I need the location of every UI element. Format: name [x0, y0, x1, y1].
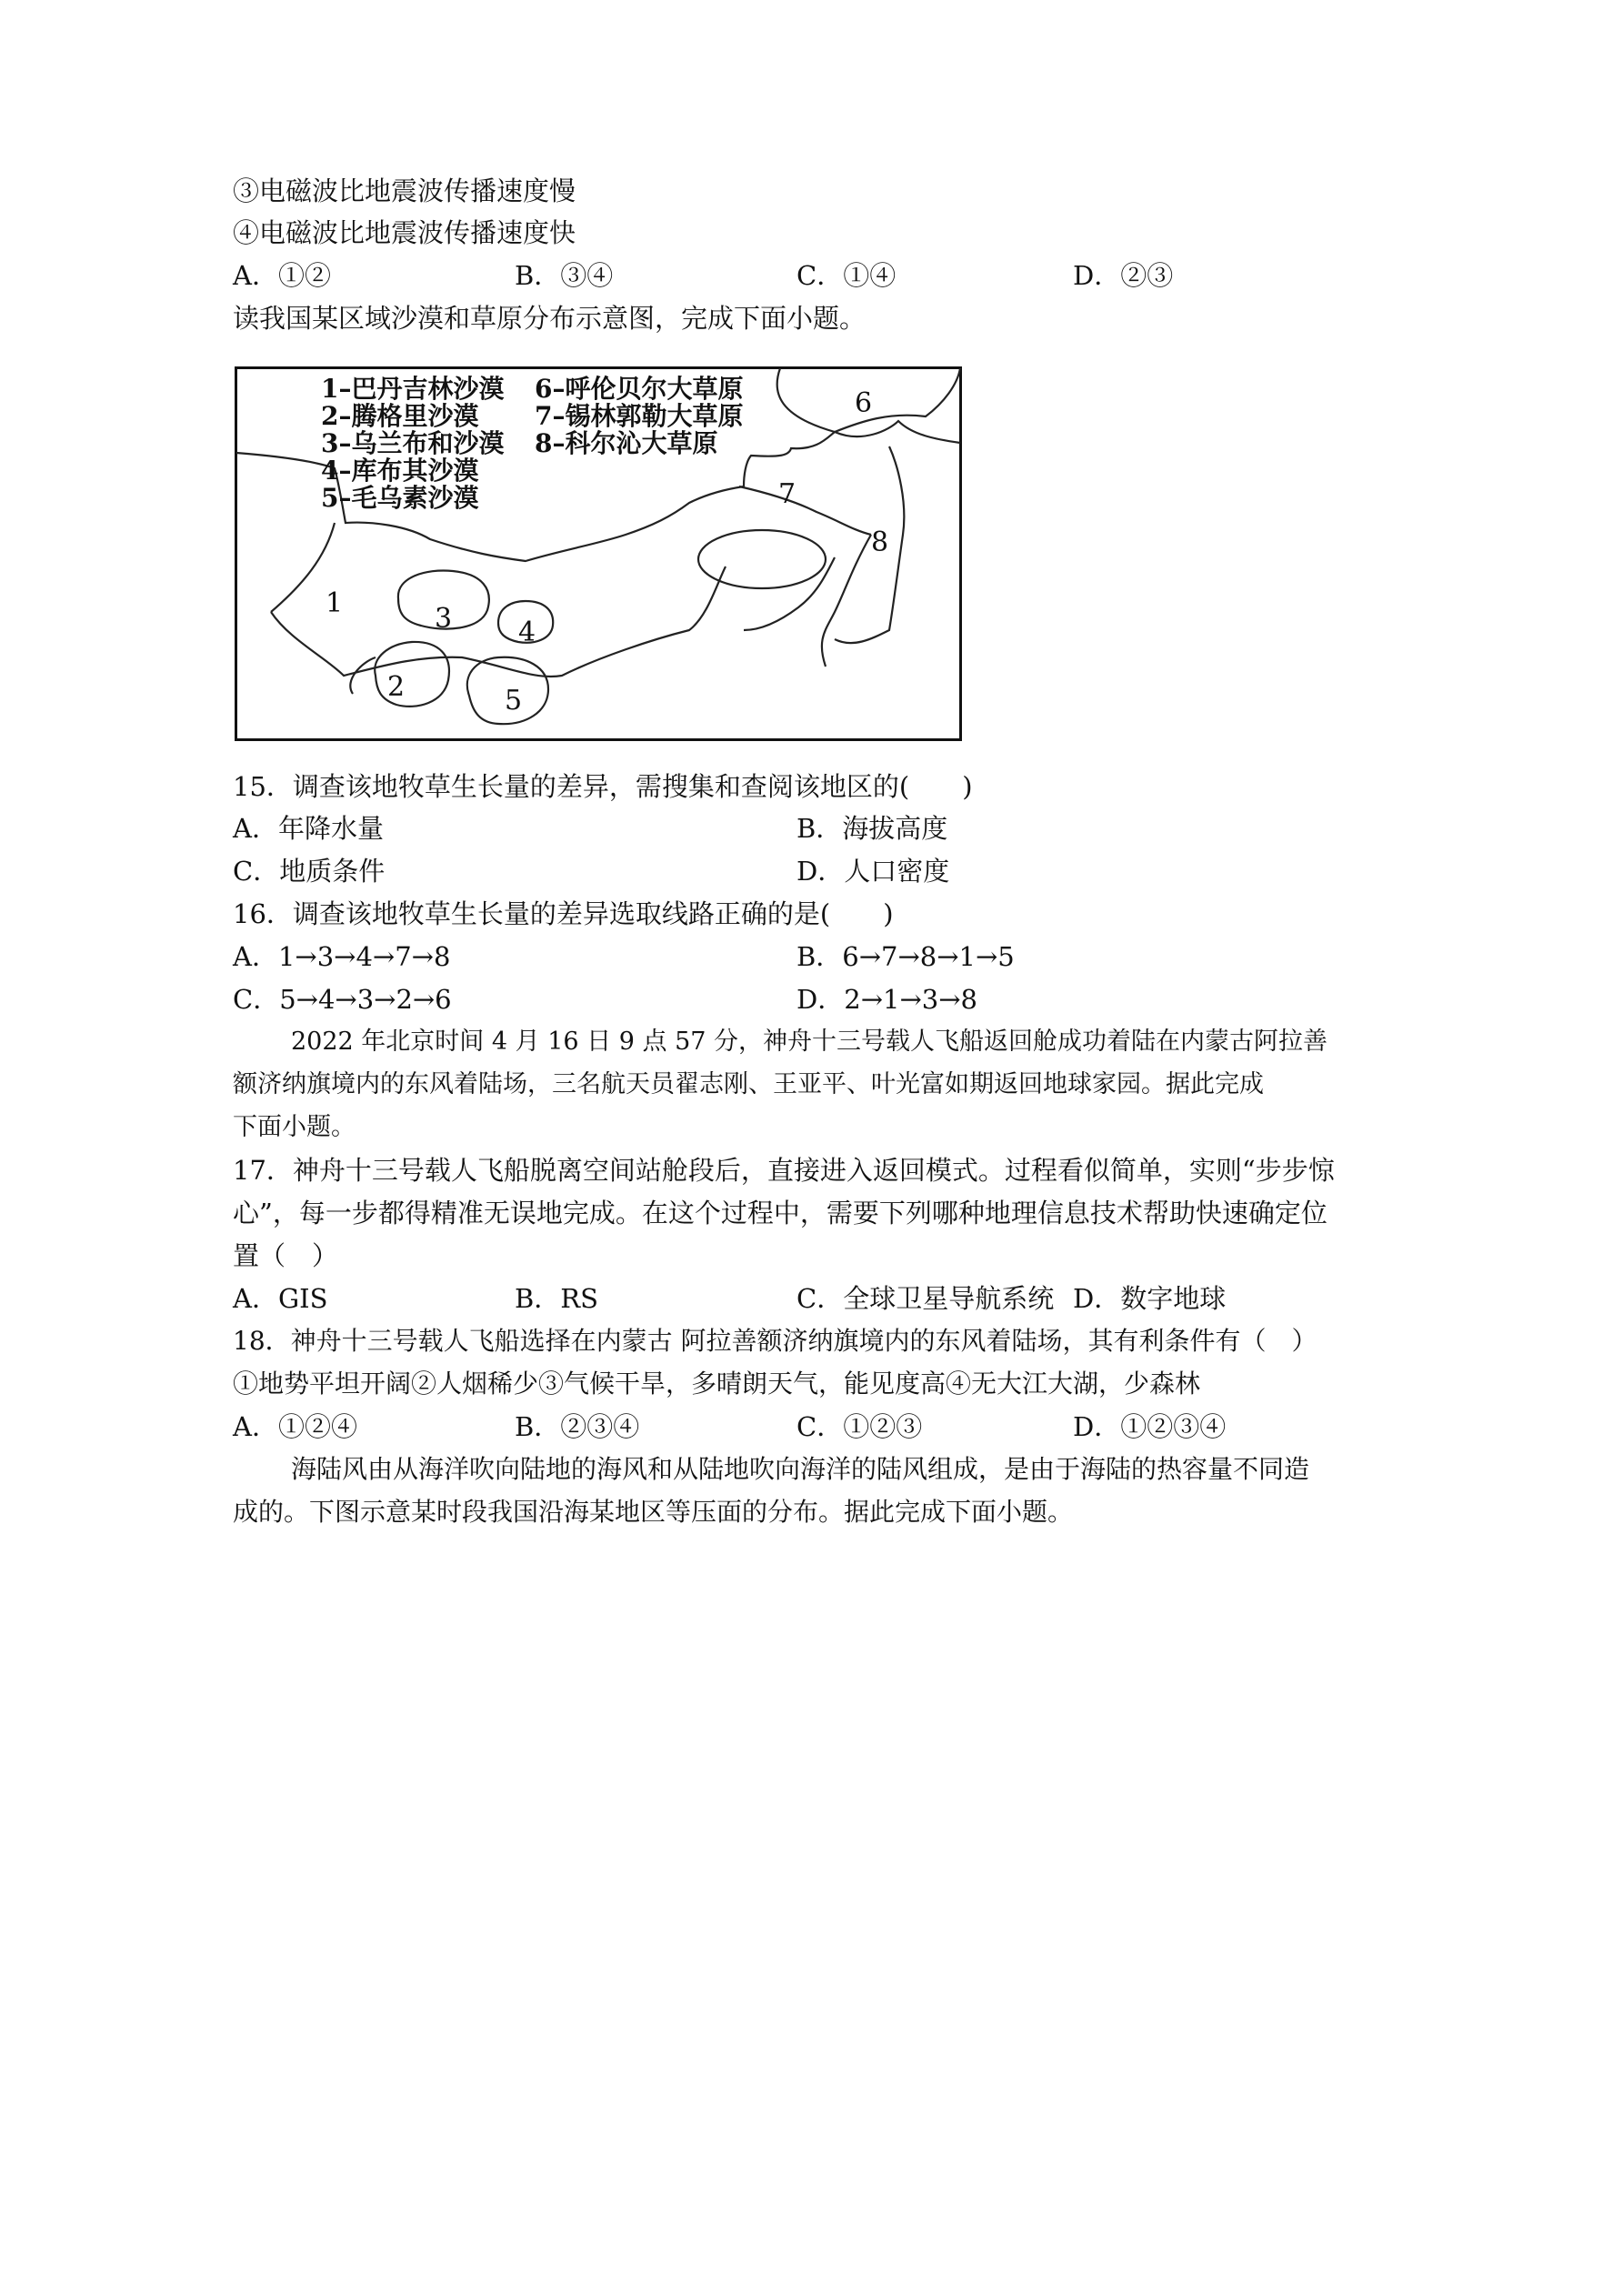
q18-option-b: B．②③④ — [515, 1411, 640, 1442]
legend-1: 1–巴丹吉林沙漠 — [321, 374, 505, 404]
legend-3: 3–乌兰布和沙漠 — [321, 428, 505, 458]
legend-6: 6–呼伦贝尔大草原 — [535, 374, 744, 404]
legend-2: 2–腾格里沙漠 — [321, 401, 479, 431]
region-label-4: 4 — [518, 617, 536, 648]
region-label-3: 3 — [435, 603, 453, 635]
q17-option-b: B．RS — [515, 1283, 599, 1314]
sea-breeze-passage-line-1: 海陆风由从海洋吹向陆地的海风和从陆地吹向海洋的陆风组成，是由于海陆的热容量不同造 — [291, 1454, 1310, 1484]
q15-option-c: C．地质条件 — [233, 856, 386, 887]
legend-4: 4–库布其沙漠 — [321, 456, 479, 486]
prev-option-b: B．③④ — [515, 260, 614, 291]
q15-option-a: A．年降水量 — [233, 813, 384, 844]
q16-option-a: A．1→3→4→7→8 — [233, 941, 451, 972]
shenzhou-passage-line-3: 下面小题。 — [233, 1113, 356, 1141]
q17-option-c: C．全球卫星导航系统 — [796, 1283, 1055, 1314]
q17-option-a: A．GIS — [233, 1283, 328, 1314]
q17-stem-line-2: 心”，每一步都得精准无误地完成。在这个过程中，需要下列哪种地理信息技术帮助快速确定位 — [233, 1198, 1327, 1228]
region-label-6: 6 — [855, 387, 873, 419]
legend-5: 5–毛乌素沙漠 — [321, 483, 479, 513]
q15-option-d: D．人口密度 — [796, 856, 950, 887]
desert-grassland-map — [235, 366, 962, 741]
shenzhou-passage-line-2: 额济纳旗境内的东风着陆场，三名航天员翟志刚、王亚平、叶光富如期返回地球家园。据此完成 — [233, 1070, 1264, 1098]
q16-option-b: B．6→7→8→1→5 — [796, 941, 1015, 972]
prev-option-c: C．①④ — [796, 260, 897, 291]
shenzhou-passage-line-1: 2022 年北京时间 4 月 16 日 9 点 57 分，神舟十三号载人飞船返回舱成功着陆在内蒙古阿拉善 — [291, 1028, 1328, 1056]
q16-stem: 16．调查该地牧草生长量的差异选取线路正确的是( ) — [233, 898, 894, 929]
sea-breeze-passage-line-2: 成的。下图示意某时段我国沿海某地区等压面的分布。据此完成下面小题。 — [233, 1497, 1074, 1527]
region-label-8: 8 — [871, 526, 889, 558]
q18-option-c: C．①②③ — [796, 1411, 923, 1442]
region-label-2: 2 — [387, 671, 406, 703]
q18-conditions: ①地势平坦开阔②人烟稀少③气候干旱，多晴朗天气，能见度高④无大江大湖，少森林 — [233, 1369, 1201, 1399]
q17-stem-line-3: 置（ ） — [233, 1240, 339, 1271]
q18-option-d: D．①②③④ — [1073, 1411, 1227, 1442]
map-intro: 读我国某区域沙漠和草原分布示意图，完成下面小题。 — [233, 303, 867, 334]
q17-option-d: D．数字地球 — [1073, 1283, 1227, 1314]
region-label-1: 1 — [326, 587, 344, 619]
q15-option-b: B．海拔高度 — [796, 813, 948, 844]
q16-option-c: C．5→4→3→2→6 — [233, 984, 452, 1015]
q16-option-d: D．2→1→3→8 — [796, 984, 977, 1015]
q18-option-a: A．①②④ — [233, 1411, 357, 1442]
region-label-7: 7 — [778, 478, 796, 510]
prev-option-a: A．①② — [233, 260, 331, 291]
statement-3: ③电磁波比地震波传播速度慢 — [233, 175, 576, 206]
q17-stem-line-1: 17．神舟十三号载人飞船脱离空间站舱段后，直接进入返回模式。过程看似简单，实则“步步惊 — [233, 1155, 1335, 1186]
statement-4: ④电磁波比地震波传播速度快 — [233, 217, 576, 248]
q18-stem: 18．神舟十三号载人飞船选择在内蒙古 阿拉善额济纳旗境内的东风着陆场，其有利条件有（ ） — [233, 1326, 1317, 1356]
q15-stem: 15．调查该地牧草生长量的差异，需搜集和查阅该地区的( ) — [233, 771, 973, 802]
legend-8: 8–科尔沁大草原 — [535, 428, 718, 458]
prev-option-d: D．②③ — [1073, 260, 1174, 291]
legend-7: 7–锡林郭勒大草原 — [535, 401, 744, 431]
region-label-5: 5 — [505, 685, 523, 717]
